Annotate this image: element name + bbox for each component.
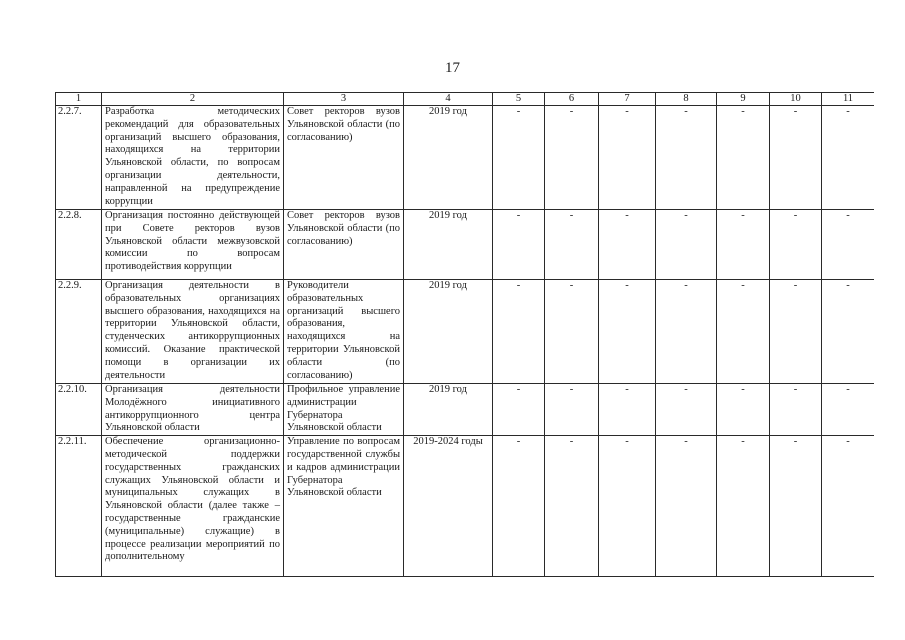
value-cell: - [545, 436, 599, 577]
value-cell: - [822, 106, 875, 210]
header-row [56, 93, 875, 106]
value-cell: - [545, 280, 599, 384]
value-cell: - [493, 436, 545, 577]
executor: Профильное управление администрации Губернатора Ульяновской области [284, 384, 404, 436]
event-description: Обеспечение организационно-методической поддержки государственных гражданских служащих Ульяновской области и муниципальных служащих в Ульяновской области (далее также – государственные гражданские (муниципальные) служащие) в процессе реализации мероприятий по дополнительному [102, 436, 284, 577]
executor: Руководители образовательных организаций высшего образования, находящихся на территории Ульяновской области (по согласованию) [284, 280, 404, 384]
col-header-5: 5 [493, 93, 545, 106]
value-cell: - [545, 210, 599, 280]
col-header-11: 11 [822, 93, 875, 106]
value-cell: - [599, 106, 656, 210]
col-header-8: 8 [656, 93, 717, 106]
value-cell: - [656, 384, 717, 436]
value-cell: - [717, 210, 770, 280]
value-cell: - [493, 210, 545, 280]
event-description: Разработка методических рекомендаций для образовательных организаций высшего образования, находящихся на территории Ульяновской области, по вопросам организации деятельности, направленной на предупреждение коррупции [102, 106, 284, 210]
value-cell: - [770, 106, 822, 210]
value-cell: - [599, 210, 656, 280]
col-header-10: 10 [770, 93, 822, 106]
value-cell: - [599, 436, 656, 577]
measures-table-container [55, 92, 874, 597]
period: 2019 год [404, 280, 493, 384]
page-number: 17 [445, 60, 460, 76]
period: 2019 год [404, 384, 493, 436]
table-row [56, 106, 875, 210]
value-cell: - [822, 210, 875, 280]
item-number: 2.2.10. [56, 384, 102, 436]
executor: Совет ректоров вузов Ульяновской области (по согласованию) [284, 106, 404, 210]
value-cell: - [599, 280, 656, 384]
value-cell: - [770, 280, 822, 384]
value-cell: - [493, 384, 545, 436]
table-row [56, 210, 875, 280]
col-header-4: 4 [404, 93, 493, 106]
value-cell: - [717, 280, 770, 384]
value-cell: - [770, 210, 822, 280]
period: 2019-2024 годы [404, 436, 493, 577]
event-description: Организация постоянно действующей при Совете ректоров вузов Ульяновской области межвузовской комиссии по вопросам противодействия коррупции [102, 210, 284, 280]
table-row [56, 384, 875, 436]
col-header-3: 3 [284, 93, 404, 106]
value-cell: - [656, 280, 717, 384]
period: 2019 год [404, 210, 493, 280]
value-cell: - [493, 106, 545, 210]
item-number: 2.2.9. [56, 280, 102, 384]
executor: Совет ректоров вузов Ульяновской области (по согласованию) [284, 210, 404, 280]
value-cell: - [770, 384, 822, 436]
value-cell: - [493, 280, 545, 384]
item-number: 2.2.7. [56, 106, 102, 210]
table-row [56, 436, 875, 577]
col-header-7: 7 [599, 93, 656, 106]
col-header-1: 1 [56, 93, 102, 106]
value-cell: - [545, 384, 599, 436]
value-cell: - [599, 384, 656, 436]
event-description: Организация деятельности в образовательных организациях высшего образования, находящихся на территории Ульяновской области, студенческих антикоррупционных комиссий. Оказание практической помощи в организации их деятельности [102, 280, 284, 384]
item-number: 2.2.11. [56, 436, 102, 577]
col-header-2: 2 [102, 93, 284, 106]
value-cell: - [717, 436, 770, 577]
period: 2019 год [404, 106, 493, 210]
value-cell: - [717, 106, 770, 210]
item-number: 2.2.8. [56, 210, 102, 280]
value-cell: - [822, 384, 875, 436]
value-cell: - [717, 384, 770, 436]
executor: Управление по вопросам государственной службы и кадров администрации Губернатора Ульяновской области [284, 436, 404, 577]
measures-table [55, 92, 874, 577]
value-cell: - [822, 280, 875, 384]
value-cell: - [656, 436, 717, 577]
table-row [56, 280, 875, 384]
value-cell: - [656, 210, 717, 280]
col-header-6: 6 [545, 93, 599, 106]
value-cell: - [770, 436, 822, 577]
col-header-9: 9 [717, 93, 770, 106]
value-cell: - [656, 106, 717, 210]
event-description: Организация деятельности Молодёжного инициативного антикоррупционного центра Ульяновской области [102, 384, 284, 436]
value-cell: - [822, 436, 875, 577]
value-cell: - [545, 106, 599, 210]
